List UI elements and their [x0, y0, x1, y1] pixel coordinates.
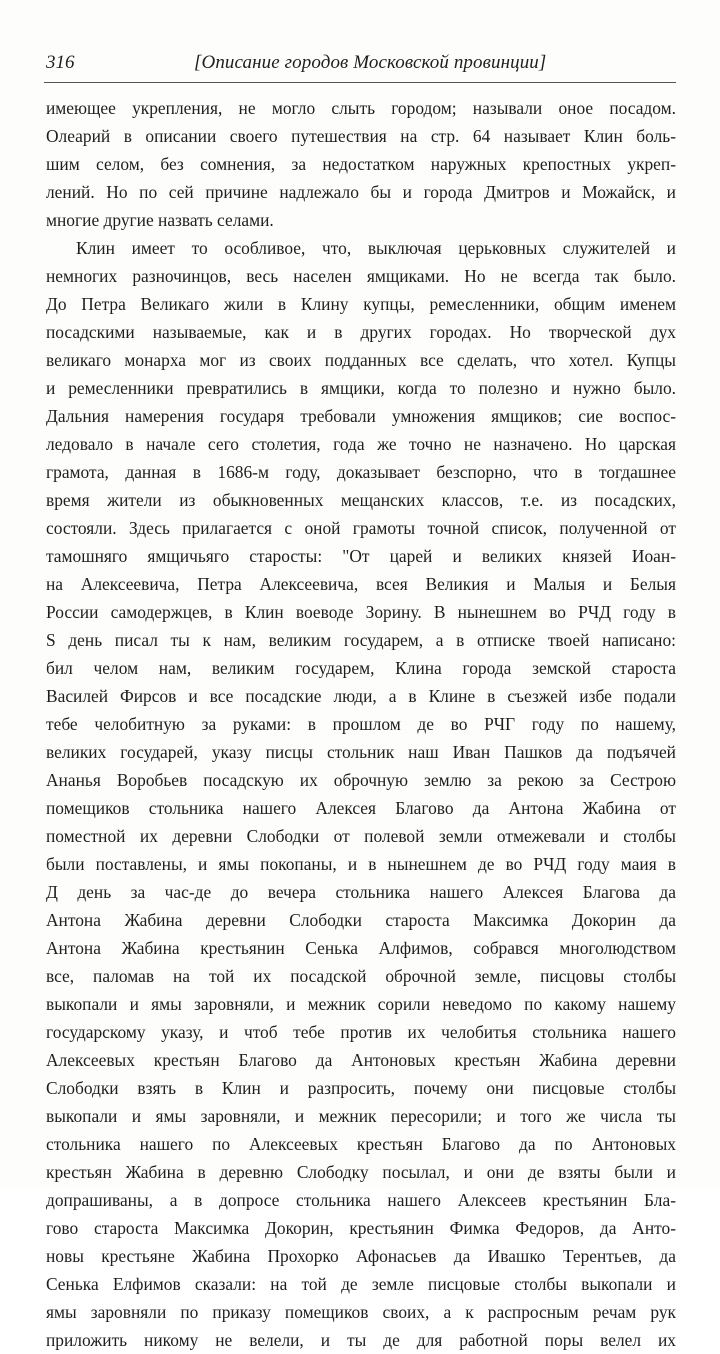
text-line: великаго монарха мог из своих подданных все сделать, что хотел. Купцы: [46, 350, 676, 370]
running-title: [Описание городов Московской провинции]: [194, 52, 547, 73]
text-line: ледовало в начале сего столетия, года же точно не назначено. Но царская: [46, 434, 676, 454]
text-line: имеющее укрепления, не могло слыть городом; называли оное посадом.: [46, 98, 676, 118]
page-number: 316: [46, 52, 75, 73]
text-line: посадскими называемые, как и в других городах. Но творческой дух: [46, 322, 676, 342]
text-line: стольника нашего по Алексеевых крестьян Благово да по Антоновых: [46, 1134, 676, 1154]
text-line: бил челом нам, великим государем, Клина города земской староста: [46, 658, 676, 678]
text-line: До Петра Великаго жили в Клину купцы, ремесленники, общим именем: [46, 294, 676, 314]
text-line: тебе челобитную за руками: в прошлом де во РЧГ году по нашему,: [46, 714, 676, 734]
text-line: Ананья Воробьев посадскую их оброчную землю за рекою за Сестрою: [46, 770, 676, 790]
header-rule: [44, 82, 676, 83]
text-line: ямы заровняли по приказу помещиков своих, а к распросным речам рук: [46, 1302, 676, 1322]
text-line: все, паломав на той их посадской оброчной земле, писцовы столбы: [46, 966, 676, 986]
text-line: новы крестьяне Жабина Прохорко Афонасьев да Ивашко Терентьев, да: [46, 1246, 676, 1266]
text-line: немногих разночинцов, весь населен ямщиками. Но не всегда так было.: [46, 266, 676, 286]
text-line: грамота, данная в 1686-м году, доказывает безспорно, что в тогдашнее: [46, 462, 676, 482]
text-line: России самодержцев, в Клин воеводе Зорину. В нынешнем во РЧД году в: [46, 602, 676, 622]
text-line: Сенька Елфимов сказали: на той де земле писцовые столбы выкопали и: [46, 1274, 676, 1294]
text-line: Слободки взять в Клин и разпросить, почему они писцовые столбы: [46, 1078, 676, 1098]
text-line: на Алексеевича, Петра Алексеевича, всея Великия и Малыя и Белыя: [46, 574, 676, 594]
text-line: Ѕ день писал ты к нам, великим государем, а в отписке твоей написано:: [46, 630, 676, 650]
page-header: [44, 44, 680, 84]
text-line: Д день за час-де до вечера стольника нашего Алексея Благова да: [46, 882, 676, 902]
text-line: выкопали и ямы заровняли, и межник пересорили; и того же числа ты: [46, 1106, 676, 1126]
text-line: выкопали и ямы заровняли, и межник сорили неведомо по какому нашему: [46, 994, 676, 1014]
text-line: гово староста Максимка Докорин, крестьянин Фимка Федоров, да Анто-: [46, 1218, 676, 1238]
text-line: и ремесленники превратились в ямщики, когда то полезно и нужно было.: [46, 378, 676, 398]
text-line: приложить никому не велели, и ты де для работной поры велел их: [46, 1330, 676, 1350]
text-line: крестьян Жабина в деревню Слободку посылал, и они де взяты были и: [46, 1162, 676, 1182]
text-line: Олеарий в описании своего путешествия на стр. 64 называет Клин боль-: [46, 126, 676, 146]
body-text: [46, 94, 676, 1354]
text-line: государскому указу, и чтоб тебе против их челобитья стольника нашего: [46, 1022, 676, 1042]
text-line: Антона Жабина деревни Слободки староста Максимка Докорин да: [46, 910, 676, 930]
text-line: Алексеевых крестьян Благово да Антоновых крестьян Жабина деревни: [46, 1050, 676, 1070]
text-line: помещиков стольника нашего Алексея Благово да Антона Жабина от: [46, 798, 676, 818]
text-line: великих государей, указу писцы стольник наш Иван Пашков да подъячей: [46, 742, 676, 762]
text-line: многие другие назвать селами.: [46, 210, 274, 230]
text-line: поместной их деревни Слободки от полевой земли отмежевали и столбы: [46, 826, 676, 846]
text-line: состояли. Здесь прилагается с оной грамоты точной список, полученной от: [46, 518, 676, 538]
text-line: время жители из обыкновенных мещанских классов, т.е. из посадских,: [46, 490, 676, 510]
text-line: были поставлены, и ямы покопаны, и в нынешнем де во РЧД году маия в: [46, 854, 676, 874]
paragraph-start-line: Клин имеет то особливое, что, выключая церьковных служителей и: [76, 238, 676, 258]
text-line: Василей Фирсов и все посадские люди, а в Клине в съезжей избе подали: [46, 686, 676, 706]
text-line: шим селом, без сомнения, за недостатком наружных крепостных укреп-: [46, 154, 676, 174]
text-line: тамошняго ямщичьяго старосты: "От царей и великих князей Иоан-: [46, 546, 676, 566]
text-line: Антона Жабина крестьянин Сенька Алфимов, собрався многолюдством: [46, 938, 676, 958]
text-line: Дальния намерения государя требовали умножения ямщиков; сие воспос-: [46, 406, 676, 426]
text-line: допрашиваны, а в допросе стольника нашего Алексеев крестьянин Бла-: [46, 1190, 676, 1210]
text-line: лений. Но по сей причине надлежало бы и города Дмитров и Можайск, и: [46, 182, 676, 202]
